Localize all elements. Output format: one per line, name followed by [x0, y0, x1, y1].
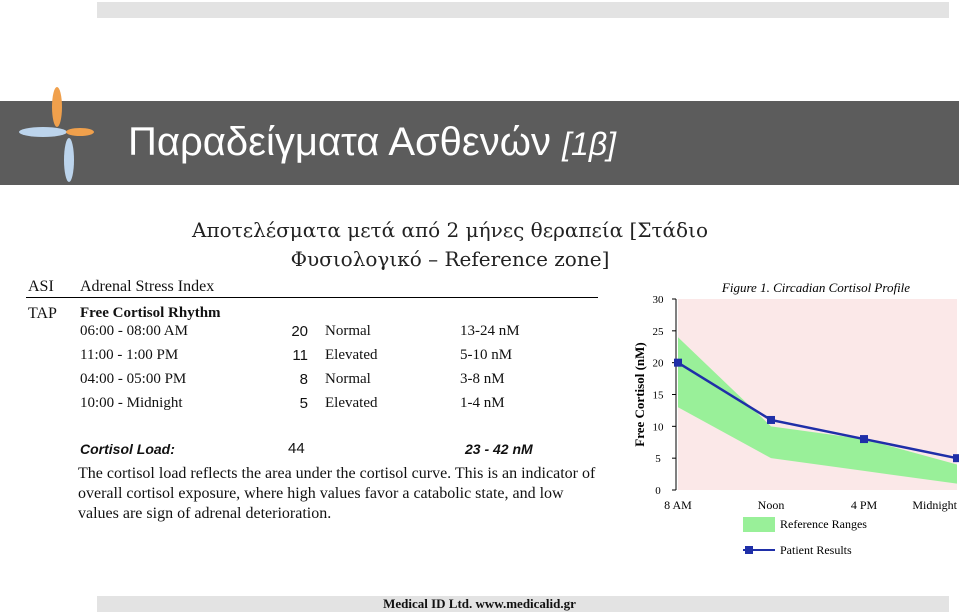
legend-patient-label: Patient Results — [780, 543, 852, 557]
row-status: Elevated — [325, 347, 378, 363]
data-point — [860, 435, 868, 443]
tap-code: TAP — [28, 305, 57, 322]
row-range: 3-8 nM — [460, 371, 505, 387]
x-tick-label: Midnight — [912, 498, 957, 512]
y-tick-label: 15 — [652, 389, 664, 402]
y-tick-label: 30 — [652, 294, 664, 306]
data-point — [953, 454, 959, 462]
x-tick-label: 8 AM — [664, 498, 692, 512]
cortisol-chart — [620, 272, 959, 572]
header-divider — [26, 297, 598, 298]
row-range: 13-24 nM — [460, 323, 520, 339]
footer-text: Medical ID Ltd. www.medicalid.gr — [383, 596, 576, 611]
row-status: Normal — [325, 323, 371, 339]
row-range: 1-4 nM — [460, 395, 505, 411]
row-value: 20 — [291, 323, 308, 340]
data-point — [674, 359, 682, 367]
asi-label: Adrenal Stress Index — [80, 278, 215, 295]
y-tick-label: 25 — [652, 325, 664, 338]
cortisol-load-range: 23 - 42 nM — [465, 441, 533, 457]
y-axis-label: Free Cortisol (nM) — [632, 342, 647, 447]
x-tick-label: 4 PM — [850, 498, 878, 512]
row-range: 5-10 nM — [460, 347, 513, 363]
y-tick-label: 5 — [655, 453, 661, 466]
cortisol-load-value: 44 — [288, 440, 305, 457]
data-point — [767, 416, 775, 424]
y-tick-label: 0 — [655, 485, 661, 497]
row-value: 11 — [292, 347, 308, 364]
legend-reference-swatch — [743, 517, 775, 532]
x-tick-label: Noon — [757, 498, 785, 512]
chart-title: Figure 1. Circadian Cortisol Profile — [721, 280, 911, 295]
row-status: Elevated — [325, 395, 378, 411]
top-bar — [97, 2, 949, 18]
slide-subtitle: Αποτελέσματα μετά από 2 μήνες θεραπεία [Στάδιο Φυσιολογικό – Reference zone] — [192, 218, 708, 271]
row-time: 11:00 - 1:00 PM — [80, 347, 179, 363]
cross-logo — [0, 0, 100, 190]
row-value: 5 — [299, 395, 308, 412]
row-status: Normal — [325, 371, 371, 387]
load-description: The cortisol load reflects the area under the cortisol curve. This is an indicator of overall cortisol exposure, where high values favor a catabolic state, and low values are sign of adrenal deterioration. — [78, 465, 596, 522]
row-value: 8 — [299, 371, 308, 388]
tap-label: Free Cortisol Rhythm — [80, 305, 221, 321]
row-time: 10:00 - Midnight — [80, 395, 183, 411]
legend-patient-marker — [745, 546, 753, 554]
y-tick-label: 20 — [652, 357, 664, 370]
y-tick-label: 10 — [652, 421, 664, 434]
slide-title: Παραδείγματα Ασθενών [1β] — [128, 120, 616, 164]
asi-code: ASI — [28, 278, 54, 295]
cortisol-load-label: Cortisol Load: — [80, 441, 175, 457]
legend-reference-label: Reference Ranges — [780, 517, 867, 531]
row-time: 06:00 - 08:00 AM — [80, 323, 188, 339]
row-time: 04:00 - 05:00 PM — [80, 371, 187, 387]
